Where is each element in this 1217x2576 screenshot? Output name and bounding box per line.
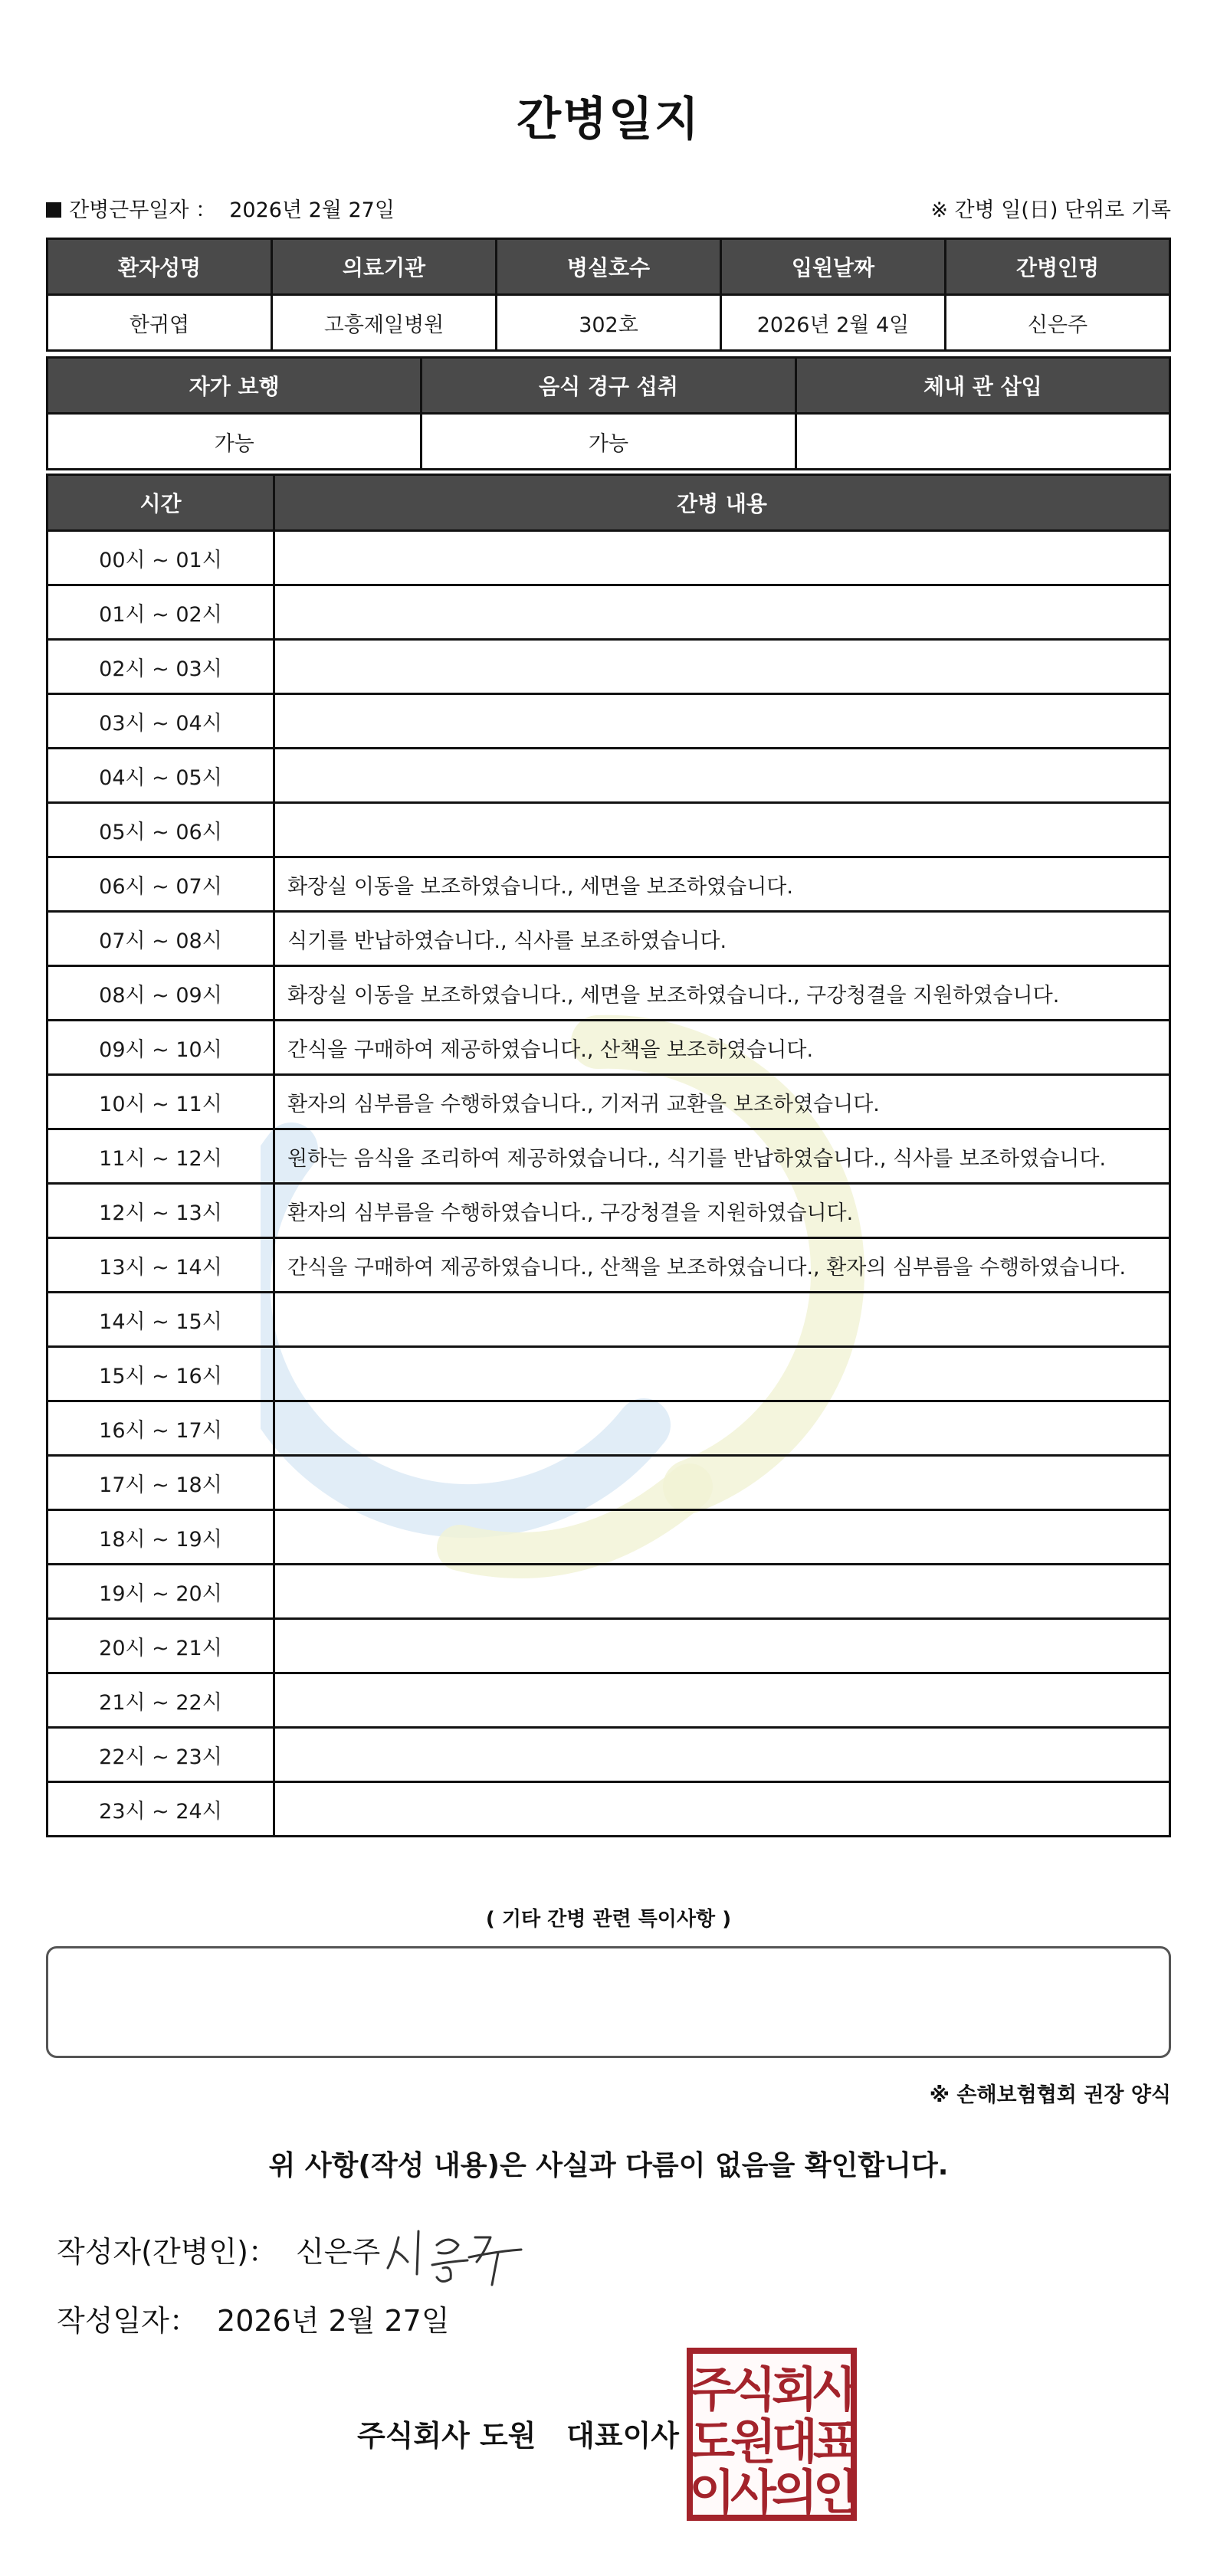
care-note — [274, 1782, 1170, 1837]
care-note — [274, 694, 1170, 749]
table-row — [48, 966, 1170, 1021]
care-note — [274, 585, 1170, 640]
table-row — [48, 749, 1170, 803]
table-row — [48, 1129, 1170, 1184]
time-slot: 09시 ~ 10시 — [48, 1021, 274, 1075]
header-caregiver: 간병인명 — [946, 239, 1170, 295]
time-slot: 22시 ~ 23시 — [48, 1728, 274, 1782]
care-note: 환자의 심부름을 수행하였습니다., 구강청결을 지원하였습니다. — [274, 1184, 1170, 1238]
walking-value: 가능 — [48, 414, 422, 470]
tube-value — [795, 414, 1169, 470]
record-note: ※ 간병 일(日) 단위로 기록 — [930, 198, 1171, 222]
table-row — [48, 1565, 1170, 1619]
patient-value-row — [48, 295, 1170, 351]
company-seal — [687, 2348, 857, 2521]
writer-label: 작성자(간병인)： — [57, 2235, 277, 2269]
header-patient-name: 환자성명 — [48, 239, 272, 295]
header-walking: 자가 보행 — [48, 358, 422, 414]
header-oral-intake: 음식 경구 섭취 — [422, 358, 795, 414]
time-slot: 03시 ~ 04시 — [48, 694, 274, 749]
duty-date-line — [46, 193, 395, 223]
time-slot: 06시 ~ 07시 — [48, 857, 274, 912]
care-note: 환자의 심부름을 수행하였습니다., 기저귀 교환을 보조하였습니다. — [274, 1075, 1170, 1129]
room-number: 302호 — [497, 295, 721, 351]
table-row — [48, 1456, 1170, 1510]
header-room: 병실호수 — [497, 239, 721, 295]
written-date-value: 2026년 2월 27일 — [217, 2304, 450, 2338]
time-slot: 14시 ~ 15시 — [48, 1293, 274, 1347]
header-tube: 체내 관 삽입 — [795, 358, 1169, 414]
time-slot: 04시 ~ 05시 — [48, 749, 274, 803]
care-note — [274, 1673, 1170, 1728]
care-note — [274, 1347, 1170, 1401]
time-slot: 07시 ~ 08시 — [48, 912, 274, 966]
status-header-row — [48, 358, 1170, 414]
care-note: 화장실 이동을 보조하였습니다., 세면을 보조하였습니다., 구강청결을 지원하였습니다. — [274, 966, 1170, 1021]
table-row — [48, 1401, 1170, 1456]
written-date-label: 작성일자： — [57, 2304, 198, 2338]
care-note — [274, 803, 1170, 857]
table-row — [48, 1619, 1170, 1673]
time-slot: 12시 ~ 13시 — [48, 1184, 274, 1238]
table-row — [48, 1728, 1170, 1782]
caregiver-name: 신은주 — [946, 295, 1170, 351]
care-note: 간식을 구매하여 제공하였습니다., 산책을 보조하였습니다. — [274, 1021, 1170, 1075]
time-slot: 11시 ~ 12시 — [48, 1129, 274, 1184]
special-notes-title: ( 기타 간병 관련 특이사항 ) — [485, 1908, 732, 1931]
header-time: 시간 — [48, 475, 274, 531]
table-row — [48, 857, 1170, 912]
table-row — [48, 1238, 1170, 1293]
care-note: 화장실 이동을 보조하였습니다., 세면을 보조하였습니다. — [274, 857, 1170, 912]
patient-info-table — [46, 238, 1171, 352]
company-name: 주식회사 도원 대표이사 — [357, 2419, 679, 2453]
care-note — [274, 1728, 1170, 1782]
time-slot: 10시 ~ 11시 — [48, 1075, 274, 1129]
admission-date: 2026년 2월 4일 — [721, 295, 946, 351]
header-care-content: 간병 내용 — [274, 475, 1170, 531]
svg-text:주식회사: 주식회사 — [689, 2361, 855, 2417]
care-note — [274, 1510, 1170, 1565]
time-slot: 18시 ~ 19시 — [48, 1510, 274, 1565]
table-row — [48, 694, 1170, 749]
header-institution: 의료기관 — [272, 239, 497, 295]
status-value-row — [48, 414, 1170, 470]
header-admission-date: 입원날짜 — [721, 239, 946, 295]
care-note — [274, 531, 1170, 585]
table-row — [48, 1782, 1170, 1837]
duty-date-value: 2026년 2월 27일 — [229, 198, 395, 222]
time-slot: 15시 ~ 16시 — [48, 1347, 274, 1401]
table-row — [48, 1293, 1170, 1347]
care-note: 원하는 음식을 조리하여 제공하였습니다., 식기를 반납하였습니다., 식사를 보조하였습니다. — [274, 1129, 1170, 1184]
duty-date-label: 간병근무일자 ： — [69, 198, 217, 222]
care-note — [274, 640, 1170, 694]
writer-name: 신은주 — [296, 2235, 381, 2269]
written-date-line — [57, 2297, 450, 2339]
care-note: 식기를 반납하였습니다., 식사를 보조하였습니다. — [274, 912, 1170, 966]
patient-header-row — [48, 239, 1170, 295]
time-slot: 02시 ~ 03시 — [48, 640, 274, 694]
table-row — [48, 1510, 1170, 1565]
svg-text:이사의인: 이사의인 — [689, 2464, 855, 2520]
table-row — [48, 1184, 1170, 1238]
time-slot: 23시 ~ 24시 — [48, 1782, 274, 1837]
care-note: 간식을 구매하여 제공하였습니다., 산책을 보조하였습니다., 환자의 심부름을 수행하였습니다. — [274, 1238, 1170, 1293]
confirmation-statement: 위 사항(작성 내용)은 사실과 다름이 없음을 확인합니다. — [268, 2150, 949, 2181]
writer-line — [57, 2228, 380, 2270]
table-row — [48, 912, 1170, 966]
care-note — [274, 749, 1170, 803]
page-title: 간병일지 — [517, 93, 700, 146]
square-bullet-icon — [46, 202, 61, 218]
time-slot: 00시 ~ 01시 — [48, 531, 274, 585]
table-row — [48, 803, 1170, 857]
time-slot: 01시 ~ 02시 — [48, 585, 274, 640]
time-slot: 13시 ~ 14시 — [48, 1238, 274, 1293]
time-slot: 20시 ~ 21시 — [48, 1619, 274, 1673]
time-slot: 16시 ~ 17시 — [48, 1401, 274, 1456]
time-slot: 17시 ~ 18시 — [48, 1456, 274, 1510]
care-log-table — [46, 474, 1171, 1837]
table-row — [48, 1347, 1170, 1401]
recommendation-note: ※ 손해보험협회 권장 양식 — [929, 2083, 1171, 2107]
table-row — [48, 1075, 1170, 1129]
oral-intake-value: 가능 — [422, 414, 795, 470]
care-log-header-row — [48, 475, 1170, 531]
care-note — [274, 1293, 1170, 1347]
svg-text:도원대표: 도원대표 — [689, 2414, 855, 2469]
handwritten-signature — [383, 2214, 536, 2291]
care-note — [274, 1619, 1170, 1673]
care-note — [274, 1456, 1170, 1510]
table-row — [48, 585, 1170, 640]
table-row — [48, 531, 1170, 585]
care-note — [274, 1401, 1170, 1456]
table-row — [48, 640, 1170, 694]
time-slot: 19시 ~ 20시 — [48, 1565, 274, 1619]
institution: 고흥제일병원 — [272, 295, 497, 351]
status-table — [46, 356, 1171, 470]
time-slot: 08시 ~ 09시 — [48, 966, 274, 1021]
time-slot: 05시 ~ 06시 — [48, 803, 274, 857]
time-slot: 21시 ~ 22시 — [48, 1673, 274, 1728]
table-row — [48, 1673, 1170, 1728]
care-note — [274, 1565, 1170, 1619]
patient-name: 한귀엽 — [48, 295, 272, 351]
special-notes-box — [46, 1946, 1171, 2058]
table-row — [48, 1021, 1170, 1075]
